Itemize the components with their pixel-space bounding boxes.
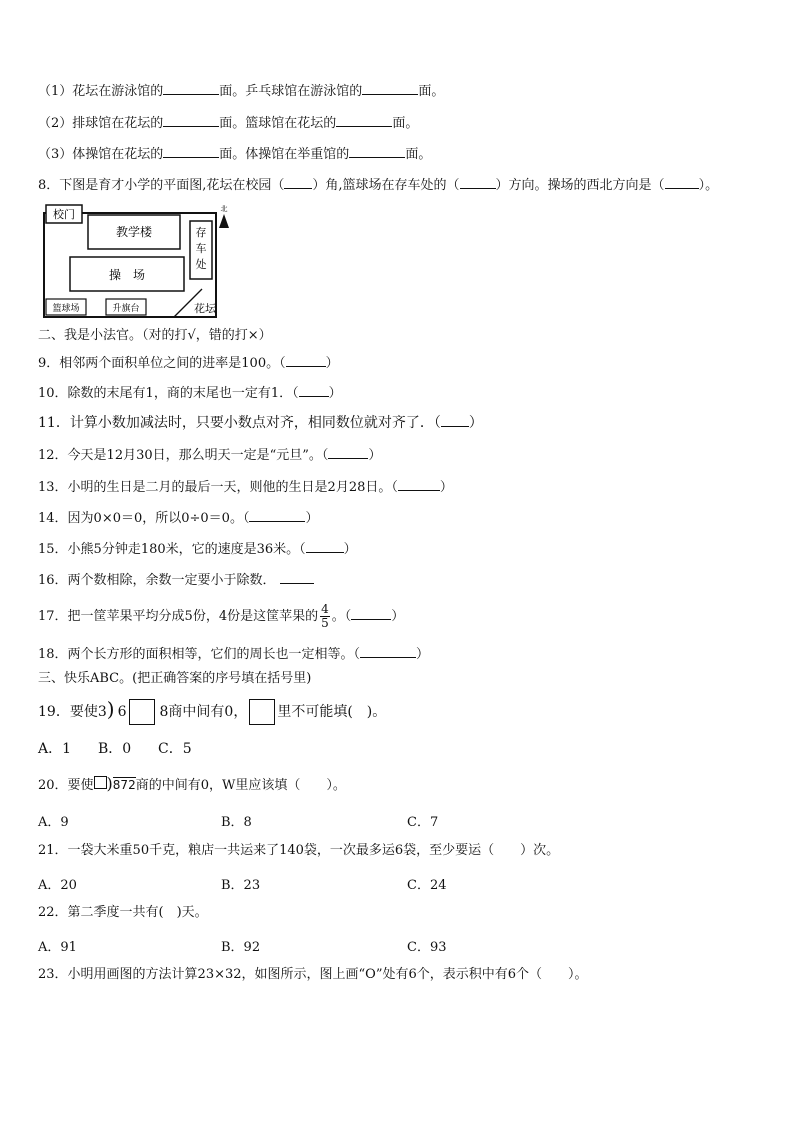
question-15 (38, 540, 357, 559)
question-text: ） (343, 542, 357, 557)
option-c[interactable]: C．7 (407, 815, 439, 830)
item-text: 面。乒乓球馆在游泳馆的 (219, 84, 363, 99)
north-label: 北 (220, 205, 228, 213)
option-a[interactable]: A．1 (38, 741, 72, 757)
answer-blank[interactable] (249, 509, 305, 522)
dividend: 872 (112, 778, 136, 792)
answer-blank[interactable] (360, 645, 416, 658)
question-text: 。（ (331, 609, 352, 624)
question-text: 11．计算小数加减法时，只要小数点对齐，相同数位就对齐了．（ (38, 415, 441, 431)
basketball-label: 篮球场 (52, 304, 80, 314)
dividend-digit: 8 (159, 704, 169, 720)
option-b[interactable]: B．92 (221, 940, 261, 955)
fraction-numerator: 4 (321, 602, 329, 616)
option-a[interactable]: A．20 (38, 878, 77, 893)
answer-blank[interactable] (351, 607, 391, 620)
answer-blank[interactable] (163, 114, 219, 127)
option-c[interactable]: C．93 (407, 940, 447, 955)
option-a[interactable]: A．9 (38, 815, 69, 830)
answer-blank[interactable] (336, 114, 392, 127)
question-text: ） (439, 480, 453, 495)
answer-blank[interactable] (441, 414, 469, 427)
answer-blank[interactable] (349, 145, 405, 158)
question-text: 20．要使 (38, 778, 94, 793)
answer-blank[interactable] (284, 176, 312, 189)
dividend-digit: 6 (117, 704, 127, 720)
option-b[interactable]: B．23 (221, 878, 261, 893)
division-bracket-icon: ) (106, 697, 115, 721)
school-map (42, 201, 240, 322)
digit-box[interactable] (129, 699, 155, 725)
answer-blank[interactable] (460, 176, 496, 189)
item-1 (38, 82, 444, 101)
item-number: （1） (38, 84, 73, 99)
option-b[interactable]: B．0 (98, 741, 132, 757)
answer-blank[interactable] (362, 82, 418, 95)
item-text: 花坛在游泳馆的 (72, 84, 164, 99)
question-text: 里不可能填( )。 (277, 704, 387, 720)
answer-blank[interactable] (398, 478, 440, 491)
answer-blank[interactable] (280, 571, 314, 584)
question-12 (38, 446, 381, 465)
answer-blank[interactable] (299, 384, 329, 397)
division-bracket-icon: ) (106, 774, 113, 793)
question-text: ） (416, 647, 430, 662)
item-2 (38, 114, 418, 133)
question-text: 18．两个长方形的面积相等，它们的周长也一定相等。（ (38, 647, 361, 662)
option-c[interactable]: C．24 (407, 878, 447, 893)
divisor-box[interactable] (94, 776, 107, 789)
question-13 (38, 478, 453, 497)
question-text: ） (328, 386, 342, 401)
question-text: 商的中间有0，W里应该填（ ）。 (135, 778, 346, 793)
question-14 (38, 509, 318, 528)
question-text: 14．因为0×0＝0，所以0÷0＝0。（ (38, 511, 250, 526)
question-text: ） (391, 609, 405, 624)
question-20 (38, 774, 346, 796)
option-c[interactable]: C．5 (158, 741, 192, 757)
question-text: 13．小明的生日是二月的最后一天，则他的生日是2月28日。（ (38, 480, 398, 495)
question-text: 12．今天是12月30日，那么明天一定是“元旦”。（ (38, 448, 329, 463)
question-text: 17．把一筐苹果平均分成5份，4份是这筐苹果的 (38, 609, 319, 624)
section-2-title: 二、我是小法官。（对的打√，错的打×） (38, 328, 272, 343)
question-text: ）。 (698, 178, 719, 193)
item-text: 面。体操馆在举重馆的 (219, 147, 350, 162)
question-text: 19．要使 (38, 704, 98, 720)
question-10 (38, 384, 342, 403)
item-text: 面。 (418, 84, 445, 99)
north-arrow-icon (219, 214, 229, 228)
fraction-denominator: 5 (321, 616, 329, 630)
answer-blank[interactable] (665, 176, 699, 189)
item-text: 面。篮球馆在花坛的 (219, 116, 337, 131)
question-8 (38, 176, 718, 195)
question-text: ） (305, 511, 319, 526)
answer-blank[interactable] (286, 354, 326, 367)
divisor: 3 (97, 704, 107, 720)
question-16 (38, 571, 314, 590)
question-text: ） (325, 356, 339, 371)
teaching-label: 教学楼 (115, 225, 153, 239)
flower-label: 花坛 (194, 302, 216, 315)
question-11 (38, 414, 483, 432)
answer-blank[interactable] (163, 145, 219, 158)
bike-label-1: 存 (195, 226, 207, 239)
question-text: 10．除数的末尾有1，商的末尾也一定有1．（ (38, 386, 299, 401)
digit-box[interactable] (249, 699, 275, 725)
answer-blank[interactable] (163, 82, 219, 95)
question-19 (38, 698, 386, 726)
item-number: （2） (38, 116, 73, 131)
question-23: 23．小明用画图的方法计算23×32，如图所示，图上画“O”处有6个，表示积中有6个（ ）。 (38, 967, 588, 982)
flag-label: 升旗台 (112, 304, 140, 314)
question-21: 21．一袋大米重50千克，粮店一共运来了140袋，一次最多运6袋，至少要运（ ）次。 (38, 843, 560, 858)
bike-label-2: 车 (195, 242, 207, 255)
item-text: 面。 (405, 147, 432, 162)
item-text: 体操馆在花坛的 (72, 147, 164, 162)
question-text: 9．相邻两个面积单位之间的进率是100。（ (38, 356, 286, 371)
fraction (320, 603, 330, 630)
bike-label-3: 处 (195, 258, 207, 271)
item-text: 面。 (392, 116, 419, 131)
item-text: 排球馆在花坛的 (72, 116, 164, 131)
question-text: 15．小熊5分钟走180米，它的速度是36米。（ (38, 542, 306, 557)
item-3 (38, 145, 431, 164)
question-text: ） (468, 415, 483, 431)
option-a[interactable]: A．91 (38, 940, 77, 955)
gate-label: 校门 (53, 208, 75, 221)
question-text: ）角,篮球场在存车处的（ (312, 178, 460, 193)
question-text: 商中间有0， (168, 704, 248, 720)
item-number: （3） (38, 147, 73, 162)
question-18 (38, 645, 429, 664)
question-text: ） (368, 448, 382, 463)
field-label: 操 场 (108, 268, 146, 282)
option-b[interactable]: B．8 (221, 815, 252, 830)
section-3-title: 三、快乐ABC。(把正确答案的序号填在括号里) (38, 671, 312, 686)
question-text: 8．下图是育才小学的平面图,花坛在校园（ (38, 178, 285, 193)
answer-blank[interactable] (328, 446, 368, 459)
question-22: 22．第二季度一共有( )天。 (38, 905, 208, 920)
question-text: ）方向。操场的西北方向是（ (495, 178, 665, 193)
answer-blank[interactable] (306, 540, 344, 553)
question-17 (38, 600, 404, 634)
question-9 (38, 354, 339, 373)
question-text: 16．两个数相除，余数一定要小于除数． (38, 573, 276, 588)
